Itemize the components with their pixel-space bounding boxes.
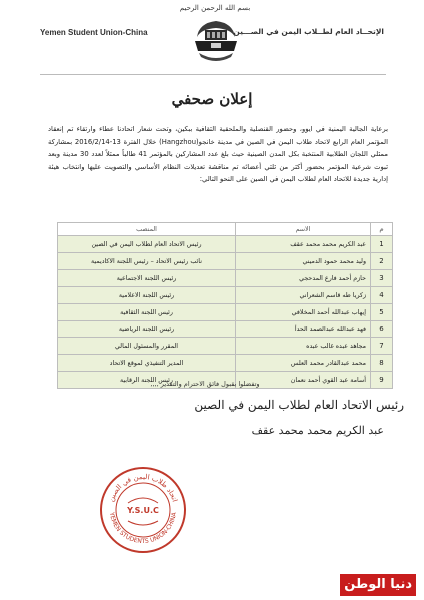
member-name: وليد محمد حمود الدميني <box>236 253 371 270</box>
stamp-bottom-text: YEMEN STUDENTS UNION-CHINA <box>108 511 178 546</box>
header-divider <box>40 74 386 75</box>
table-header-row <box>58 223 393 236</box>
member-position: رئيس اللجنة الرياضية <box>58 321 236 338</box>
basmala: بسم الله الرحمن الرحيم <box>179 4 251 12</box>
table-row <box>58 270 393 287</box>
member-name: فهد عبدالله عبدالصمد الحدأ <box>236 321 371 338</box>
row-number: 9 <box>371 372 393 389</box>
row-number: 1 <box>371 236 393 253</box>
row-number: 3 <box>371 270 393 287</box>
table-row <box>58 253 393 270</box>
signature-name: عبد الكريم محمد محمد عقف <box>251 424 384 437</box>
member-position: رئيس اللجنة الاجتماعية <box>58 270 236 287</box>
table-row <box>58 355 393 372</box>
member-position: المقرر والمسئول المالي <box>58 338 236 355</box>
member-name: محمد عبدالقادر محمد العلس <box>236 355 371 372</box>
ysuc-logo-icon <box>191 17 241 65</box>
row-number: 4 <box>371 287 393 304</box>
member-position: رئيس الاتحاد العام لطلاب اليمن في الصين <box>58 236 236 253</box>
members-table <box>57 222 393 389</box>
header-position: المنصب <box>58 223 236 236</box>
org-name-english: Yemen Student Union-China <box>40 28 148 37</box>
signature-title: رئيس الاتحاد العام لطلاب اليمن في الصين <box>194 398 404 412</box>
member-position: رئيس اللجنة الثقافية <box>58 304 236 321</box>
row-number: 7 <box>371 338 393 355</box>
stamp-center-text: Y.S.U.C <box>127 506 159 515</box>
member-name: زكريا طه قاسم الشعراني <box>236 287 371 304</box>
table-row <box>58 304 393 321</box>
member-name: أسامة عبد القوي أحمد نعمان <box>236 372 371 389</box>
member-name: إيهاب عبدالله أحمد المخلافي <box>236 304 371 321</box>
page-title: إعلان صحفي <box>171 90 253 108</box>
table-row <box>58 287 393 304</box>
intro-paragraph: برعاية الجالية اليمنية في ايوو، وحضور القنصلية والملحقية الثقافية ببكين، وتحت شعار اتحادنا عطاء وارتقاء تم إنعقاد المؤتمر العام الرابع لاتحاد طلاب اليمن في الصين في مدينة خانجو(Hangzhou) خلال الفترة 13-2016/2/14 بمشاركة ممثلي اللجان الطلابية المنتخبة بكل المدن الصينية حيث بلغ عدد المشاركين بالمؤتمر 41 طالباً ممثلاً لعدد 30 مدينة وبعد ثبوت شرعية المؤتمر بحضور أكثر من ثلثي أعضائه تم مناقشة تعديلات النظام الأساسي والتصويت عليها وانتخاب هيئة إدارية جديدة للاتحاد العام لطلاب اليمن في الصين على النحو التالي: <box>48 125 388 184</box>
member-position: رئيس اللجنة الاعلامية <box>58 287 236 304</box>
org-name-arabic: الإتحــاد العام لطــلاب اليمن في الصـــين <box>233 27 384 36</box>
member-position: رئيس اللجنة الرقابية <box>58 372 236 389</box>
member-position: المدير التنفيذي لموقع الاتحاد <box>58 355 236 372</box>
closing-line: وتفضلوا بقبول فائق الاحترام والتقدير ,,,, <box>150 380 260 388</box>
stamp-top-text: اتحاد طلاب اليمن في الصين <box>107 472 179 503</box>
header-name: الاسم <box>236 223 371 236</box>
table-row <box>58 338 393 355</box>
table-row <box>58 321 393 338</box>
row-number: 8 <box>371 355 393 372</box>
row-number: 2 <box>371 253 393 270</box>
member-position: نائب رئيس الاتحاد – رئيس اللجنة الاكاديمية <box>58 253 236 270</box>
table-row <box>58 236 393 253</box>
member-name: عبد الكريم محمد محمد عقف <box>236 236 371 253</box>
official-stamp <box>98 465 188 555</box>
header-number: م <box>371 223 393 236</box>
row-number: 5 <box>371 304 393 321</box>
watermark: دنيا الوطن <box>339 573 417 597</box>
svg-text:YEMEN STUDENTS UNION-CHINA <box>108 511 178 545</box>
member-name: مجاهد عبده غالب عبده <box>236 338 371 355</box>
row-number: 6 <box>371 321 393 338</box>
member-name: حازم أحمد فارع المدحجي <box>236 270 371 287</box>
